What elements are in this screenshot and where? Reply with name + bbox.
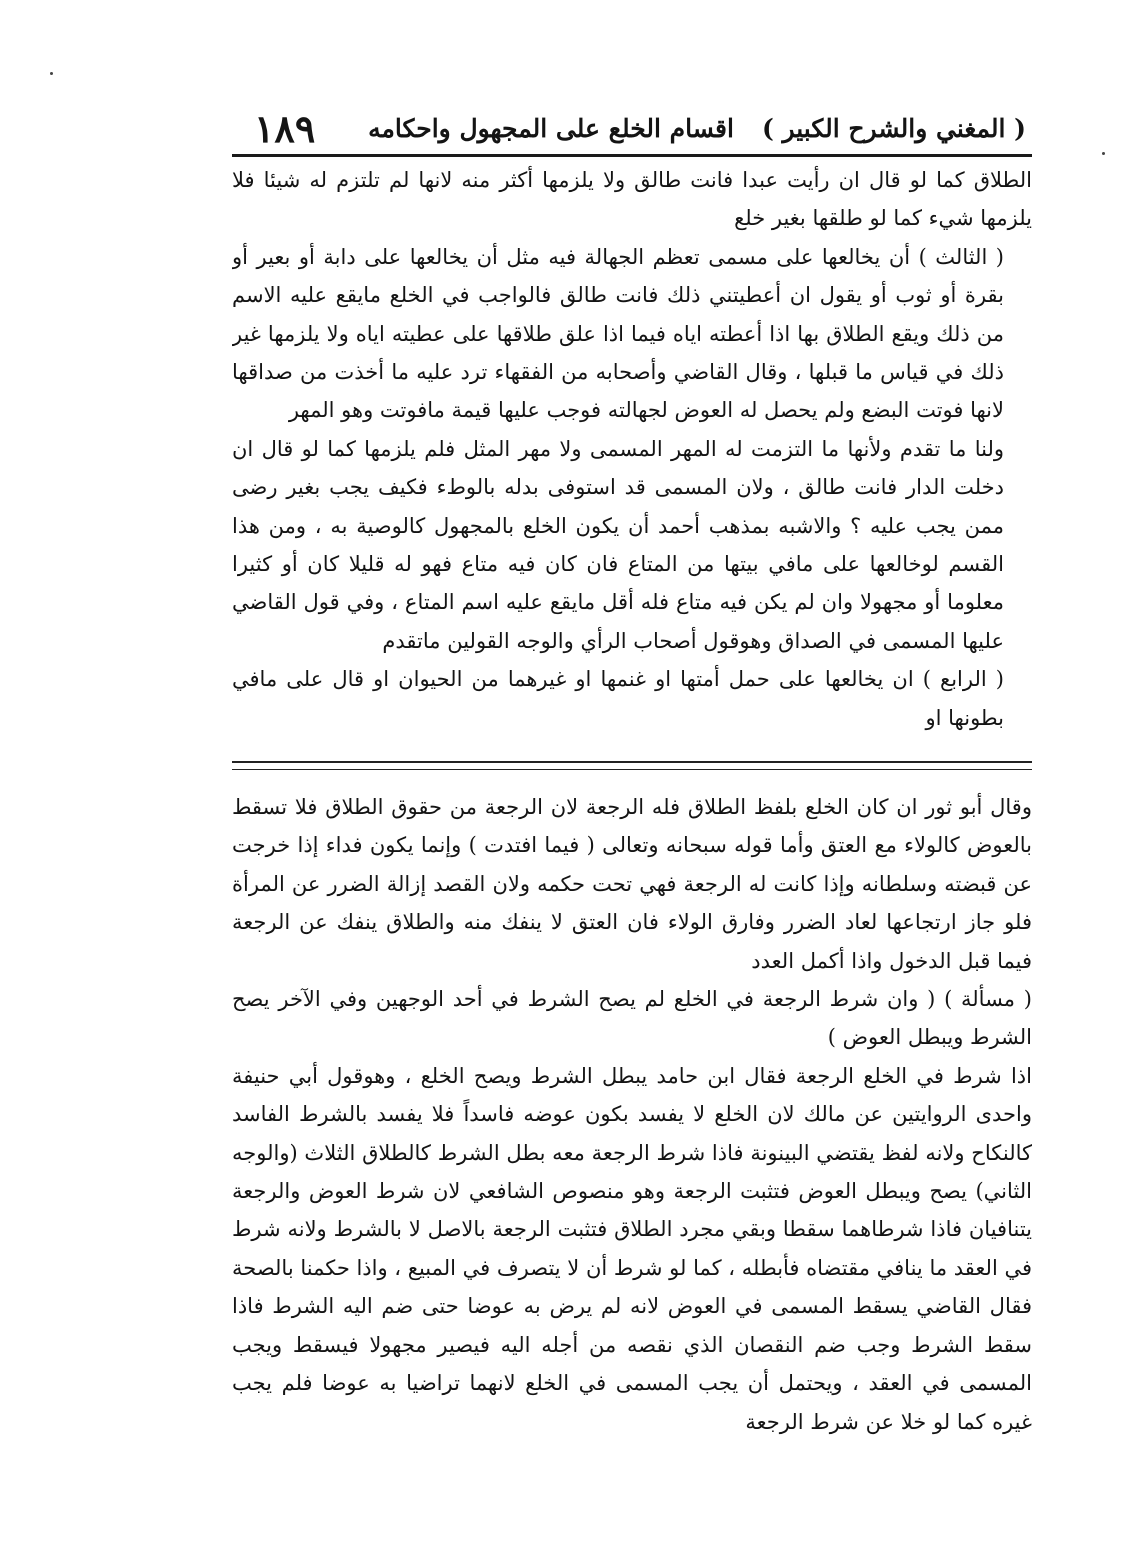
scan-dot — [1102, 152, 1105, 155]
book-page — [232, 106, 1032, 1478]
upper-section — [232, 161, 1032, 761]
page-header — [232, 106, 1032, 157]
paragraph: ( الرابع ) ان يخالعها على حمل أمتها او غنمها او غيرهما من الحيوان او قال على مافي بطونها او — [232, 667, 1004, 730]
lower-section — [232, 788, 1032, 1478]
issue-heading: ( مسألة ) ( وان شرط الرجعة في الخلع لم يصح الشرط في أحد الوجهين وفي الآخر يصح الشرط ويبطل العوض ) — [232, 987, 1032, 1050]
paragraph: ( الثالث ) أن يخالعها على مسمى تعظم الجهالة فيه مثل أن يخالعها على دابة أو بعير أو بقرة أو ثوب أو يقول ان أعطيتني ذلك فانت طالق فالواجب في الخلع مايقع عليه الاسم من ذلك ويقع الطلاق بها اذا أعطته اياه فيما اذا علق طلاقها على عطيته اياه ولا يلزمها غير ذلك في قياس ما قبلها ، وقال القاضي وأصحابه من الفقهاء ترد عليه ما أخذت من صداقها لانها فوتت البضع ولم يحصل له العوض لجهالته فوجب عليها قيمة مافوتت وهو المهر — [232, 244, 1004, 423]
paragraph: اذا شرط في الخلع الرجعة فقال ابن حامد يبطل الشرط ويصح الخلع ، وهوقول أبي حنيفة واحدى الروايتين عن مالك لان الخلع لا يفسد بكون عوضه فاسداً فلا يفسد بالشرط الفاسد كالنكاح ولانه لفظ يقتضي البينونة فاذا شرط الرجعة معه بطل الشرط كالطلاق الثلاث (والوجه الثاني) يصح ويبطل العوض فتثبت الرجعة وهو منصوص الشافعي لان شرط العوض والرجعة يتنافيان فاذا شرطاهما سقطا وبقي مجرد الطلاق فتثبت الرجعة بالاصل لا بالشرط ولانه شرط في العقد ما ينافي مقتضاه فأبطله ، كما لو شرط أن لا يتصرف في المبيع ، واذا حكمنا بالصحة فقال القاضي يسقط المسمى في العوض لانه لم يرض به عوضا حتى ضم اليه الشرط فاذا سقط الشرط وجب ضم النقصان الذي نقصه من أجله اليه فيصير مجهولا فيسقط ويجب المسمى في العقد ، ويحتمل أن يجب المسمى في الخلع لانهما تراضيا به عوضا فلم يجب غيره كما لو خلا عن شرط الرجعة — [232, 1063, 1032, 1434]
paragraph: الطلاق كما لو قال ان رأيت عبدا فانت طالق ولا يلزمها أكثر منه لانها لم تلتزم له شيئا فلا يلزمها شيء كما لو طلقها بغير خلع — [232, 168, 1032, 231]
section-divider — [232, 761, 1032, 770]
page-number: ١٨٩ — [254, 106, 316, 151]
paragraph: ولنا ما تقدم ولأنها ما التزمت له المهر المسمى ولا مهر المثل فلم يلزمها كما لو قال ان دخلت الدار فانت طالق ، ولان المسمى قد استوفى بدله بالوطء فكيف يجب بغير رضى ممن يجب عليه ؟ والاشبه بمذهب أحمد أن يكون الخلع بالمجهول كالوصية به ، ومن هذا القسم لوخالعها على مافي بيتها من المتاع فان كان فيه متاع فهو له قليلا كان أو كثيرا معلوما أو مجهولا وان لم يكن فيه متاع فله أقل مايقع عليه اسم المتاع ، وفي قول القاضي عليها المسمى في الصداق وهوقول أصحاب الرأي والوجه القولين ماتقدم — [232, 436, 1004, 653]
paragraph: وقال أبو ثور ان كان الخلع بلفظ الطلاق فله الرجعة لان الرجعة من حقوق الطلاق فلا تسقط بالعوض كالولاء مع العتق وأما قوله سبحانه وتعالى ( فيما افتدت ) وإنما يكون فداء إذا خرجت عن قبضته وسلطانه وإذا كانت له الرجعة فهي تحت حكمه ولان القصد إزالة الضرر عن المرأة فلو جاز ارتجاعها لعاد الضرر وفارق الولاء فان العتق لا ينفك منه والطلاق ينفك عن الرجعة فيما قبل الدخول واذا أكمل العدد — [232, 795, 1032, 973]
running-title — [368, 114, 1026, 143]
scan-dot — [50, 72, 53, 75]
chapter-title: اقسام الخلع على المجهول واحكامه — [368, 114, 734, 143]
book-title: ( المغني والشرح الكبير ) — [761, 114, 1026, 143]
